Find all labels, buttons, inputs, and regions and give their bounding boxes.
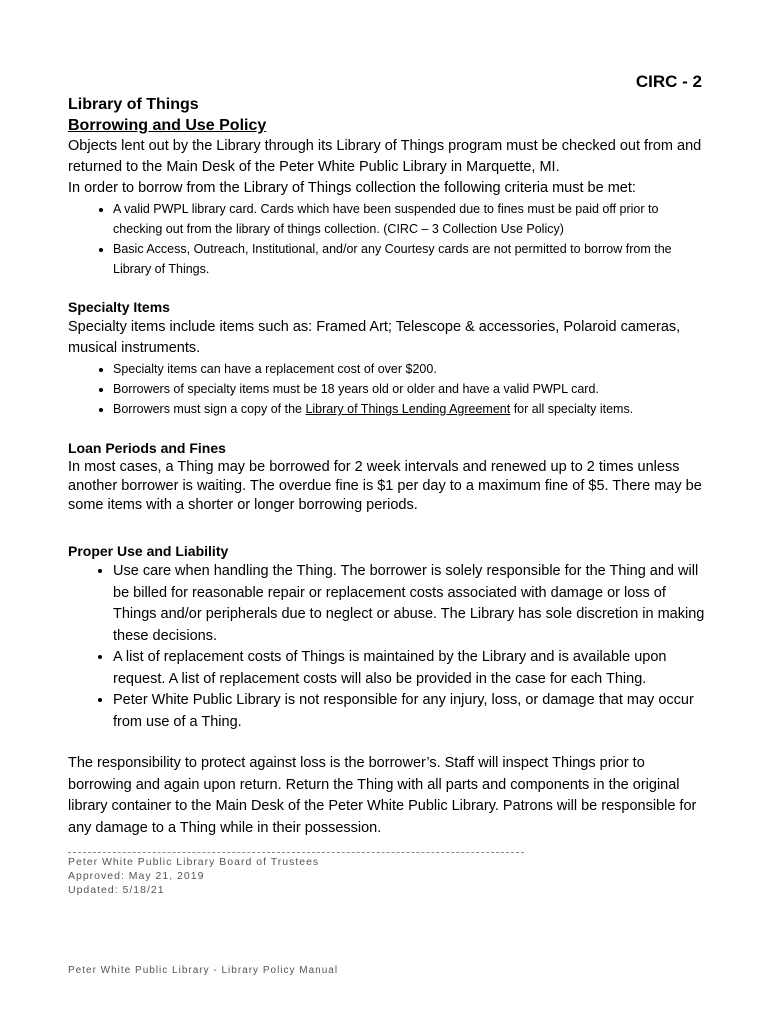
list-item: • A valid PWPL library card. Cards which have been suspended due to fines must be paid off prior to checking out from the library of things collection. (CIRC – 3 Collection Use Policy) bbox=[113, 199, 708, 239]
policy-body bbox=[68, 94, 708, 839]
updated-date: Updated: 5/18/21 bbox=[68, 884, 165, 896]
page-subtitle: Borrowing and Use Policy bbox=[68, 117, 267, 134]
proper-use-list bbox=[68, 561, 708, 733]
page-footer: Peter White Public Library - Library Policy Manual bbox=[68, 965, 339, 976]
page-title: Library of Things bbox=[68, 96, 199, 113]
intro-paragraph-1: Objects lent out by the Library through its Library of Things program must be checked out from and returned to the Main Desk of the Peter White Public Library in Marquette, MI. bbox=[68, 138, 702, 175]
closing-paragraph: The responsibility to protect against loss is the borrower’s. Staff will inspect Things prior to borrowing and again upon return. Return the Thing with all parts and components in the original library container to the Main Desk of the Peter White Public Library. Patrons will be responsible for any damage to a Thing while in their possession. bbox=[68, 755, 697, 836]
approval-block bbox=[68, 852, 528, 897]
board-name: Peter White Public Library Board of Trustees bbox=[68, 856, 320, 868]
section-heading-specialty: Specialty Items bbox=[68, 299, 170, 315]
list-item: • Borrowers of specialty items must be 18 years old or older and have a valid PWPL card. bbox=[113, 379, 708, 399]
divider bbox=[68, 852, 524, 853]
list-item: • A list of replacement costs of Things is maintained by the Library and is available upon request. A list of replacement costs will also be provided in the case for each Thing. bbox=[113, 647, 708, 690]
section-heading-loan: Loan Periods and Fines bbox=[68, 440, 226, 456]
loan-paragraph: In most cases, a Thing may be borrowed for 2 week intervals and renewed up to 2 times unless another borrower is waiting. The overdue fine is $1 per day to a maximum fine of $5. There may be some items with a shorter or longer borrowing periods. bbox=[68, 459, 702, 513]
list-item: • Specialty items can have a replacement cost of over $200. bbox=[113, 359, 708, 379]
agreement-text-after: for all specialty items. bbox=[510, 402, 634, 416]
lending-agreement-link[interactable]: Library of Things Lending Agreement bbox=[305, 402, 511, 416]
intro-paragraph-2: In order to borrow from the Library of Things collection the following criteria must be met: bbox=[68, 180, 636, 196]
list-item bbox=[113, 399, 708, 419]
criteria-list bbox=[68, 199, 708, 279]
section-heading-proper-use: Proper Use and Liability bbox=[68, 543, 229, 559]
agreement-text-before: Borrowers must sign a copy of the bbox=[113, 402, 306, 416]
approved-date: Approved: May 21, 2019 bbox=[68, 870, 205, 882]
list-item: • Peter White Public Library is not responsible for any injury, loss, or damage that may occur from use of a Thing. bbox=[113, 690, 708, 733]
policy-code: CIRC - 2 bbox=[635, 72, 702, 91]
specialty-paragraph: Specialty items include items such as: Framed Art; Telescope & accessories, Polaroid cameras, musical instruments. bbox=[68, 319, 681, 356]
list-item: • Use care when handling the Thing. The borrower is solely responsible for the Thing and will be billed for reasonable repair or replacement costs associated with damage or loss of Things and/or peripherals due to neglect or abuse. The Library has sole discretion in making these decisions. bbox=[113, 561, 708, 647]
specialty-list bbox=[68, 359, 708, 419]
list-item: • Basic Access, Outreach, Institutional, and/or any Courtesy cards are not permitted to borrow from the Library of Things. bbox=[113, 239, 708, 279]
